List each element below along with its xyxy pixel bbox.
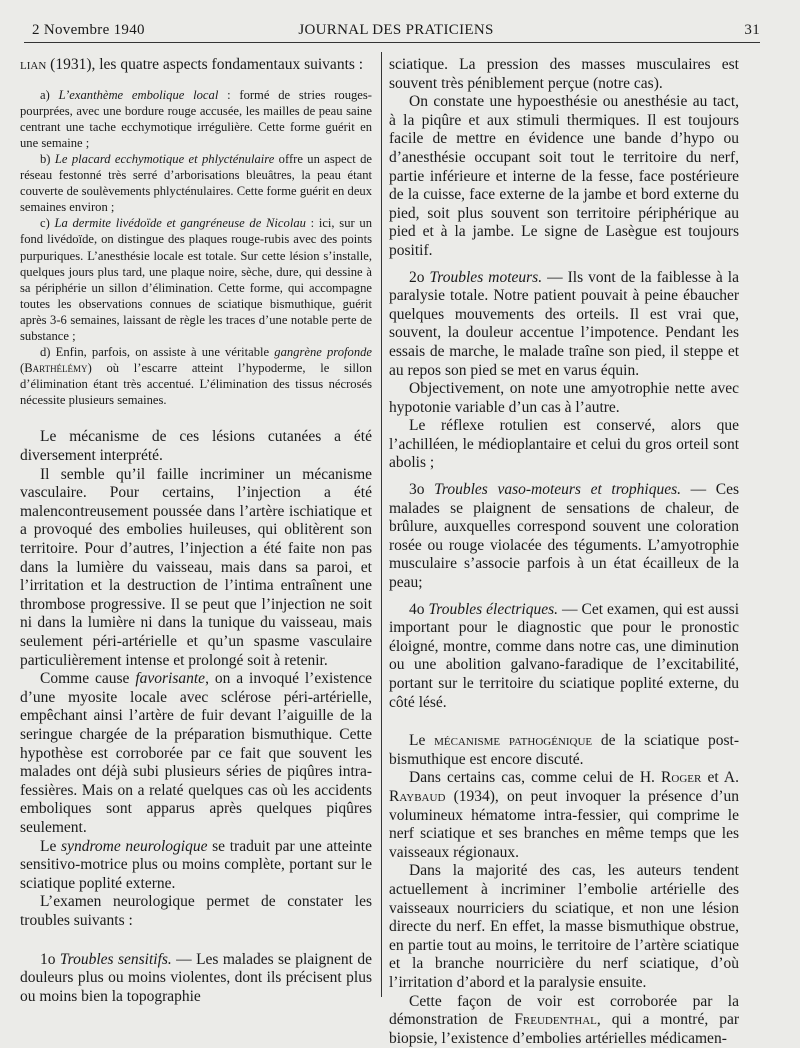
list-item-d: d) Enfin, parfois, on assiste à une véritable gangrène profonde (Barthélémy) où l’escarre atteint l’hypoderme, le sillon d’élimination étant très accentué. L’élimination des tissus nécrosés nécessite plusieurs semaines. — [20, 345, 373, 408]
paragraph-troubles-electriques: 4o Troubles électriques. — Cet examen, qui est aussi important pour le diagnostic que pour le pronostic éloigné, montre, comme dans notre cas, une diminution ou une abolition galvano-faradique de l’excitabilité, portant sur le territoire du sciatique poplité externe, du côté lésé. — [389, 600, 739, 711]
paragraph-mecanisme-pathogenique: Le mécanisme pathogénique de la sciatique post-bismuthique est encore discuté. — [389, 732, 739, 768]
right-column — [389, 56, 739, 1048]
paragraph-objectivement: Objectivement, on note une amyotrophie nette avec hypotonie variable d’un cas à l’autre. — [389, 380, 739, 416]
paragraph-hypoesthesie: On constate une hypoesthésie ou anesthésie au tact, à la piqûre et aux stimuli thermiques. Il est toujours facile de mettre en évidence une bande d’hypo ou d’anesthésie occupant soit tout le territoire du nerf, partie inférieure et interne de la fesse, face postérieure de la cuisse, face externe de la jambe et bord externe du pied, soit plus souvent son territoire périphérique au pied et à la jambe. Le signe de Lasègue est toujours positif. — [389, 93, 739, 259]
list-item-b: b) Le placard ecchymotique et phlycténulaire offre un aspect de réseau festonné très serré d’arborisations bleuâtres, la peau étant couverte de soulèvements phlycténulaires. Cette forme guérit en deux semaines environ ; — [20, 151, 373, 215]
paragraph-troubles-vaso-moteurs: 3o Troubles vaso-moteurs et trophiques. — Ces malades se plaignent de sensations de chaleur, de brûlure, auxquelles correspond souvent une coloration rosée ou rouge violacée des téguments. L’amyotrophie musculaire s’associe parfois à un état écailleux de la peau; — [389, 481, 739, 592]
list-item-c: c) La dermite livédoïde et gangréneuse de Nicolau : ici, sur un fond livédoïde, on distingue des plaques rouge-rubis avec des points purpuriques. L’anesthésie locale est totale. Sur cette lésion s’installe, quelques jours plus tard, une plaque noire, sèche, dure, qui dessine à sa périphérie un sillon d’élimination. Cette forme, qui accompagne toutes les observations connues de sciatique bismuthique, guérit après 3-6 semaines, laissant de règle les traces d’une notable perte de substance ; — [20, 216, 372, 343]
paragraph-hematome: Dans certains cas, comme celui de H. Roger et A. Raybaud (1934), on peut invoquer la présence d’un volumineux hématome intra-fessier, qui comprime le nerf sciatique et ses branches en même temps que les vaisseaux régionaux. — [389, 769, 739, 861]
paragraph-intro: lian (1931), les quatre aspects fondamentaux suivants : — [20, 56, 364, 73]
paragraph-troubles-moteurs: 2o Troubles moteurs. — Ils vont de la faiblesse à la paralysie totale. Notre patient pouvait à peine ébaucher quelques mouvements des orteils. Il est vrai que, souvent, la douleur accentue l’impotence. Pendant les essais de marche, le malade traîne son pied, il steppe et au repos son pied se met en varus équin. — [389, 268, 739, 379]
paragraph-mecanisme: Le mécanisme de ces lésions cutanées a été diversement interprété. — [20, 428, 372, 465]
left-column — [20, 56, 372, 1006]
paragraph-freudenthal: Cette façon de voir est corroborée par la démonstration de Freudenthal, qui a montré, par biopsie, l’existence d’embolies artérielles médicamen- — [389, 992, 739, 1047]
paragraph-mecanisme-vasculaire: Il semble qu’il faille incriminer un mécanisme vasculaire. Pour certains, l’injection a été malencontreusement poussée dans l’artère ischiatique et a provoqué des embolies huileuses, qui oblitèrent son territoire. Pour d’autres, l’injection a été faite non pas dans la lumière du vaisseau, mais dans sa paroi, et l’irritation et la destruction de l’intima entraînent une thrombose progressive. Il se peut que l’injection ne soit ni dans la lumière ni dans la tunique du vaisseau, mais seulement péri-artérielle et qu’un spasme vasculaire particulièrement intense et prolongé soit à retenir. — [20, 465, 372, 669]
paragraph-embolie-arterielle: Dans la majorité des cas, les auteurs tendent actuellement à incriminer l’embolie artérielle des vaisseaux nourriciers du sciatique, et non une lésion directe du nerf. En effet, la masse bismuthique obstrue, en partie tout au moins, le territoire de l’artère sciatique et la branche nourricière du nerf sciatique, d’où l’irritation d’abord et la paralysie ensuite. — [389, 862, 739, 991]
column-divider — [381, 52, 382, 997]
paragraph-syndrome-neurologique: Le syndrome neurologique se traduit par une atteinte sensitivo-motrice plus ou moins complète, portant sur le sciatique poplité externe. — [20, 837, 372, 892]
header-rule — [24, 42, 760, 43]
header-journal-title: JOURNAL DES PRATICIENS — [298, 22, 494, 38]
paragraph-troubles-sensitifs: 1o Troubles sensitifs. — Les malades se plaignent de douleurs plus ou moins violentes, dont ils précisent plus ou moins bien la topographie — [20, 950, 372, 1005]
header-page-number: 31 — [744, 22, 760, 38]
header-date: 2 Novembre 1940 — [32, 22, 145, 38]
page-header — [32, 16, 760, 42]
paragraph-reflexe: Le réflexe rotulien est conservé, alors que l’achilléen, le médioplantaire et celui du gros orteil sont abolis ; — [389, 417, 739, 472]
list-item-a: a) L’exanthème embolique local : formé de stries rouges-pourprées, avec une bordure rouge accusée, les mailles de peau saine centrant une tache ecchymotique irrégulière. Cette forme guérit en une semaine ; — [20, 87, 372, 150]
paragraph-examen: L’examen neurologique permet de constater les troubles suivants : — [20, 893, 372, 929]
paragraph-cause-favorisante: Comme cause favorisante, on a invoqué l’existence d’une myosite locale avec sclérose péri-artérielle, empêchant ainsi l’artère de fuir devant l’aiguille de la seringue chargée de la préparation bismuthique. Cette hypothèse est corroborée par ce fait que souvent les malades ont déjà subi plusieurs séries de piqûres intra-fessières. Mais on a relaté quelques cas où les accidents emboliques sont apparus après quelques piqûres seulement. — [20, 670, 372, 836]
paragraph-continuation: sciatique. La pression des masses musculaires est souvent très péniblement perçue (notre cas). — [389, 56, 739, 92]
